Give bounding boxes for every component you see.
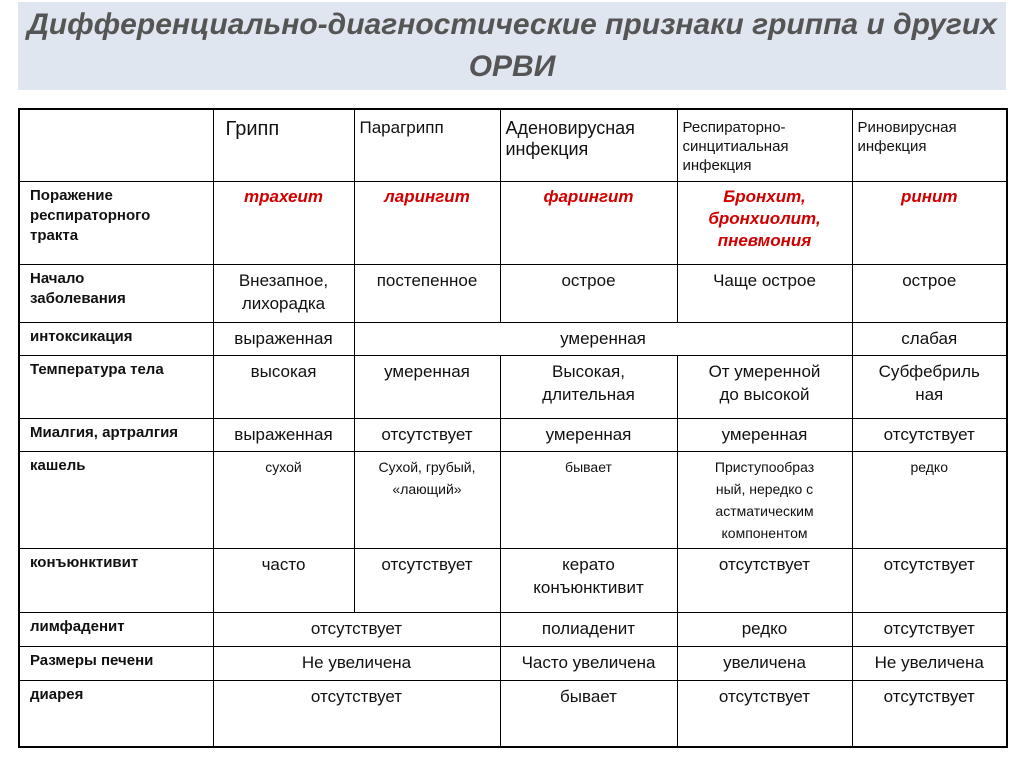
table-row: [19, 646, 1007, 680]
table-row: [19, 264, 1007, 322]
table-cell: выраженная: [213, 322, 354, 355]
table-row: [19, 451, 1007, 548]
table-cell: От умеренной до высокой: [677, 355, 852, 418]
table-cell: увеличена: [677, 646, 852, 680]
table-row: [19, 680, 1007, 747]
table-cell: Сухой, грубый, «лающий»: [354, 451, 500, 548]
table-cell: Приступообраз ный, нередко с астматическим компонентом: [677, 451, 852, 548]
table-cell: умеренная: [677, 418, 852, 451]
header-adenovirus: Аденовирусная инфекция: [500, 109, 677, 181]
table-cell: керато конъюнктивит: [500, 548, 677, 612]
title-banner: [18, 2, 1006, 90]
table-cell: отсутствует: [852, 612, 1007, 646]
header-rsv: Респираторно- синцитиальная инфекция: [677, 109, 852, 181]
table-row: [19, 322, 1007, 355]
table-cell: отсутствует: [354, 418, 500, 451]
table-cell: умеренная: [354, 322, 852, 355]
row-label: конъюнктивит: [19, 548, 213, 612]
row-label: диарея: [19, 680, 213, 747]
table-row: [19, 181, 1007, 264]
table-cell: Не увеличена: [213, 646, 500, 680]
table-cell: Бронхит, бронхиолит, пневмония: [677, 181, 852, 264]
header-influenza: Грипп: [213, 109, 354, 181]
table-cell: отсутствует: [354, 548, 500, 612]
row-label: Начало заболевания: [19, 264, 213, 322]
row-label: Миалгия, артралгия: [19, 418, 213, 451]
header-empty: [19, 109, 213, 181]
table-cell: отсутствует: [677, 548, 852, 612]
table-cell: отсутствует: [852, 548, 1007, 612]
table-cell: отсутствует: [213, 680, 500, 747]
row-label: лимфаденит: [19, 612, 213, 646]
table-row: [19, 548, 1007, 612]
table-cell: ларингит: [354, 181, 500, 264]
table-cell: фарингит: [500, 181, 677, 264]
table-cell: бывает: [500, 451, 677, 548]
header-rhinovirus: Риновирусная инфекция: [852, 109, 1007, 181]
row-label: Размеры печени: [19, 646, 213, 680]
table-row: [19, 355, 1007, 418]
table-cell: Чаще острое: [677, 264, 852, 322]
table-cell: умеренная: [354, 355, 500, 418]
table-cell: Не увеличена: [852, 646, 1007, 680]
table-cell: редко: [852, 451, 1007, 548]
table-cell: высокая: [213, 355, 354, 418]
table-cell: редко: [677, 612, 852, 646]
table-cell: бывает: [500, 680, 677, 747]
table-cell: острое: [852, 264, 1007, 322]
table-cell: Часто увеличена: [500, 646, 677, 680]
table-cell: слабая: [852, 322, 1007, 355]
table-cell: Субфебриль ная: [852, 355, 1007, 418]
table-cell: отсутствует: [213, 612, 500, 646]
table-cell: отсутствует: [852, 418, 1007, 451]
table-cell: острое: [500, 264, 677, 322]
table-cell: трахеит: [213, 181, 354, 264]
table-row: [19, 612, 1007, 646]
table-cell: часто: [213, 548, 354, 612]
table-cell: ринит: [852, 181, 1007, 264]
row-label: Температура тела: [19, 355, 213, 418]
header-parainfluenza: Парагрипп: [354, 109, 500, 181]
table-cell: Высокая, длительная: [500, 355, 677, 418]
table-cell: сухой: [213, 451, 354, 548]
table-cell: отсутствует: [852, 680, 1007, 747]
table-cell: умеренная: [500, 418, 677, 451]
table-cell: постепенное: [354, 264, 500, 322]
page-title: Дифференциально-диагностические признаки гриппа и других ОРВИ: [27, 8, 997, 83]
comparison-table: [18, 108, 1008, 748]
table-row: [19, 418, 1007, 451]
table-cell: полиаденит: [500, 612, 677, 646]
row-label: Поражение респираторного тракта: [19, 181, 213, 264]
table-cell: отсутствует: [677, 680, 852, 747]
row-label: кашель: [19, 451, 213, 548]
row-label: интоксикация: [19, 322, 213, 355]
table-cell: выраженная: [213, 418, 354, 451]
table-cell: Внезапное, лихорадка: [213, 264, 354, 322]
header-row: [19, 109, 1007, 181]
